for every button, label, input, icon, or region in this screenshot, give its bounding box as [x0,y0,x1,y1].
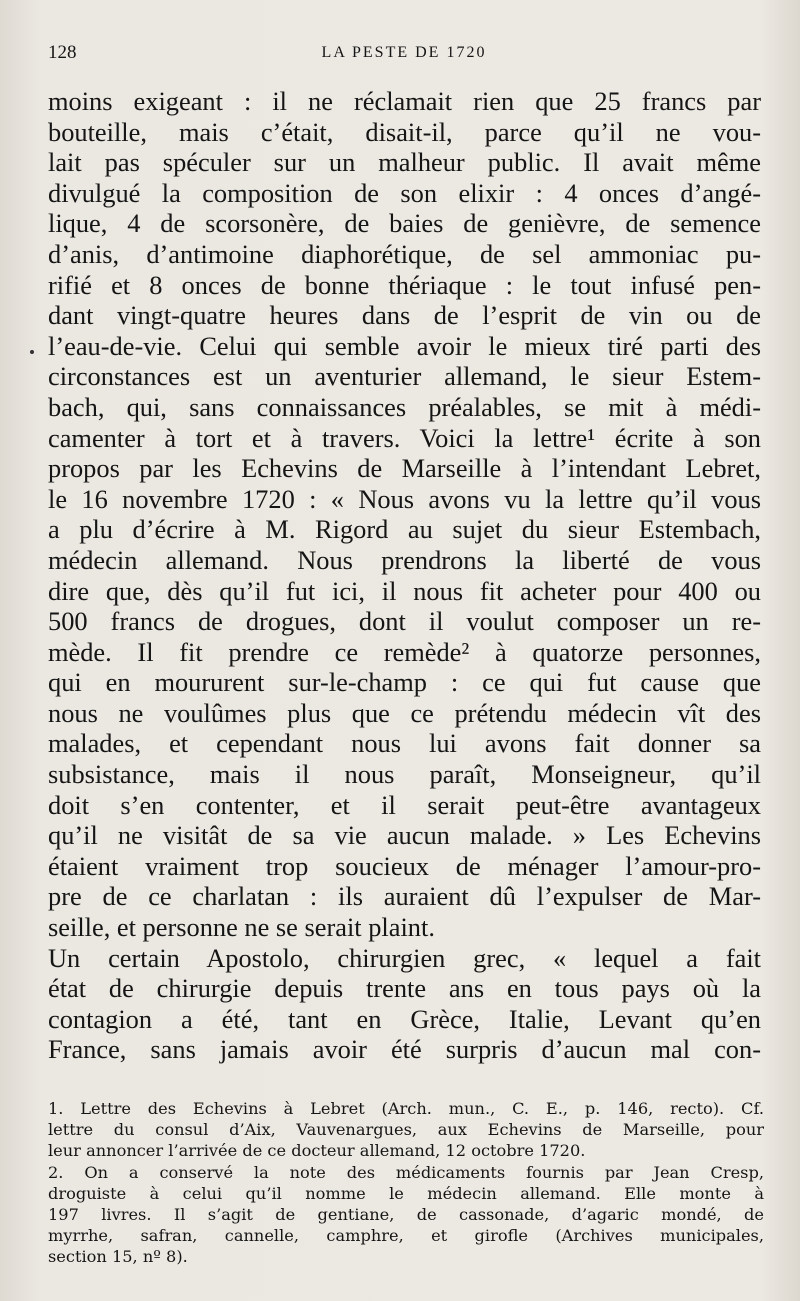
body-line: camenter à tort et à travers. Voici la lettre¹ écrite à son [48,422,761,453]
body-line: étaient vraiment trop soucieux de ménager l’amour-pro- [48,850,761,881]
footnotes [48,1098,764,1268]
body-line: circonstances est un aventurier allemand, le sieur Estem- [48,361,761,392]
body-line: a plu d’écrire à M. Rigord au sujet du sieur Estembach, [48,514,761,545]
footnote-line: lettre du consul d’Aix, Vauvenargues, aux Echevins de Marseille, pour [48,1120,764,1140]
body-line: propos par les Echevins de Marseille à l’intendant Lebret, [48,453,761,484]
margin-mark [30,350,34,354]
footnote-line: 197 livres. Il s’agit de gentiane, de cassonade, d’agaric mondé, de [48,1205,764,1225]
footnote-line: droguiste à celui qu’il nomme le médecin allemand. Elle monte à [48,1183,764,1203]
body-line: qu’il ne visitât de sa vie aucun malade. » Les Echevins [48,820,761,851]
body-line: subsistance, mais il nous paraît, Monseigneur, qu’il [48,759,761,790]
body-line: contagion a été, tant en Grèce, Italie, Levant qu’en [48,1003,761,1034]
body-line: Un certain Apostolo, chirurgien grec, « lequel a fait [48,942,761,973]
body-line: état de chirurgie depuis trente ans en tous pays où la [48,973,761,1004]
body-line: pre de ce charlatan : ils auraient dû l’expulser de Mar- [48,881,761,912]
running-head [48,38,760,68]
footnote-line: myrrhe, safran, cannelle, camphre, et girofle (Archives municipales, [48,1226,764,1246]
running-title: LA PESTE DE 1720 [321,44,487,61]
body-line: 500 francs de drogues, dont il voulut composer un re- [48,606,761,637]
body-line: le 16 novembre 1720 : « Nous avons vu la lettre qu’il vous [48,483,761,514]
body-line: rifié et 8 onces de bonne thériaque : le tout infusé pen- [48,269,761,300]
footnote-line: 1. Lettre des Echevins à Lebret (Arch. mun., C. E., p. 146, recto). Cf. [48,1099,764,1118]
body-line: malades, et cependant nous lui avons fait donner sa [48,728,761,759]
body-line: médecin allemand. Nous prendrons la liberté de vous [48,544,761,575]
body-line: lique, 4 de scorsonère, de baies de genièvre, de semence [48,208,761,239]
page-number: 128 [48,42,77,63]
body-line: d’anis, d’antimoine diaphorétique, de sel ammoniac pu- [48,238,761,269]
body-line: France, sans jamais avoir été surpris d’aucun mal con- [48,1034,761,1065]
body-line: bouteille, mais c’était, disait-il, parce qu’il ne vou- [48,116,761,147]
body-line: bach, qui, sans connaissances préalables, se mit à médi- [48,391,761,422]
footnote-line: leur annoncer l’arrivée de ce docteur allemand, 12 octobre 1720. [48,1141,586,1161]
footnote-line: section 15, nº 8). [48,1247,188,1267]
body-line: doit s’en contenter, et il serait peut-être avantageux [48,789,761,820]
body-line: moins exigeant : il ne réclamait rien que 25 francs par [48,86,761,116]
body-line: mède. Il fit prendre ce remède² à quatorze personnes, [48,636,761,667]
body-line: lait pas spéculer sur un malheur public. Il avait même [48,147,761,178]
body-line: nous ne voulûmes plus que ce prétendu médecin vît des [48,697,761,728]
body-line: dire que, dès qu’il fut ici, il nous fit acheter pour 400 ou [48,575,761,606]
body-line: dant vingt-quatre heures dans de l’esprit de vin ou de [48,300,761,331]
body-line: seille, et personne ne se serait plaint. [48,912,435,943]
footnote-line: 2. On a conservé la note des médicaments fournis par Jean Cresp, [48,1162,764,1182]
body-line: qui en moururent sur-le-champ : ce qui fut cause que [48,667,761,698]
body-text [48,86,761,1065]
body-line: l’eau-de-vie. Celui qui semble avoir le mieux tiré parti des [48,330,761,361]
body-line: divulgué la composition de son elixir : 4 onces d’angé- [48,177,761,208]
